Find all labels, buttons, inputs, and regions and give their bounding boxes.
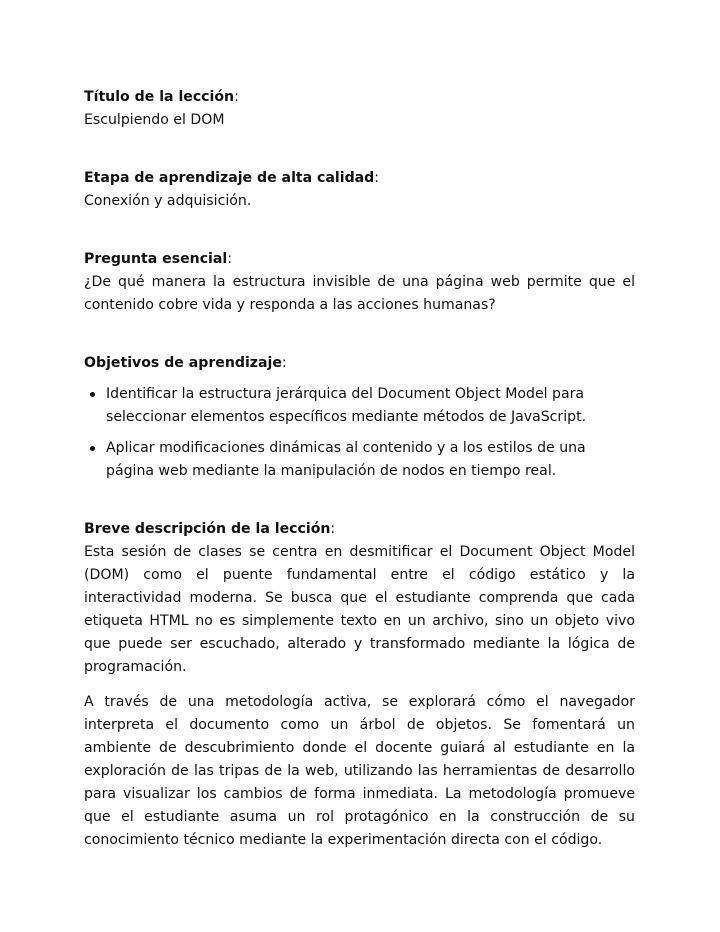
lesson-document [84,86,635,852]
stage-value: Conexión y adquisición. [84,193,252,209]
question-label: Pregunta esencial [84,251,228,267]
stage-heading: Etapa de aprendizaje de alta calidad: [84,170,380,186]
objectives-heading: Objetivos de aprendizaje: [84,355,287,371]
question-value: ¿De qué manera la estructura invisible de una página web permite que el contenido cobre vida y responda a las acciones humanas? [84,274,635,313]
objective-item: Aplicar modificaciones dinámicas al contenido y a los estilos de una página web mediante la manipulación de nodos en tiempo real. [84,437,635,483]
title-heading: Título de la lección: [84,89,239,105]
description-paragraph: A través de una metodología activa, se explorará cómo el navegador interpreta el documento como un árbol de objetos. Se fomentará un ambiente de descubrimiento donde el docente guiará al estudiante en la exploración de las tripas de la web, utilizando las herramientas de desarrollo para visualizar los cambios de forma inmediata. La metodología promueve que el estudiante asuma un rol protagónico en la construcción de su conocimiento técnico mediante la experimentación directa con el código. [84,694,635,848]
description-paragraph: Esta sesión de clases se centra en desmitificar el Document Object Model (DOM) como el puente fundamental entre el código estático y la interactividad moderna. Se busca que el estudiante comprenda que cada etiqueta HTML no es simplemente texto en un archivo, sino un objeto vivo que puede ser escuchado, alterado y transformado mediante la lógica de programación. [84,544,635,675]
objectives-label: Objetivos de aprendizaje [84,355,282,371]
objectives-section [84,352,635,483]
question-section [84,248,635,317]
description-section [84,518,635,852]
objectives-list [84,383,635,483]
objective-item: Identificar la estructura jerárquica del Document Object Model para seleccionar elementos específicos mediante métodos de JavaScript. [84,383,635,429]
title-value: Esculpiendo el DOM [84,112,225,128]
title-label: Título de la lección [84,89,235,105]
stage-section [84,167,635,213]
description-label: Breve descripción de la lección [84,521,331,537]
title-section [84,86,635,132]
description-heading: Breve descripción de la lección: [84,521,336,537]
question-heading: Pregunta esencial: [84,251,232,267]
stage-label: Etapa de aprendizaje de alta calidad [84,170,375,186]
